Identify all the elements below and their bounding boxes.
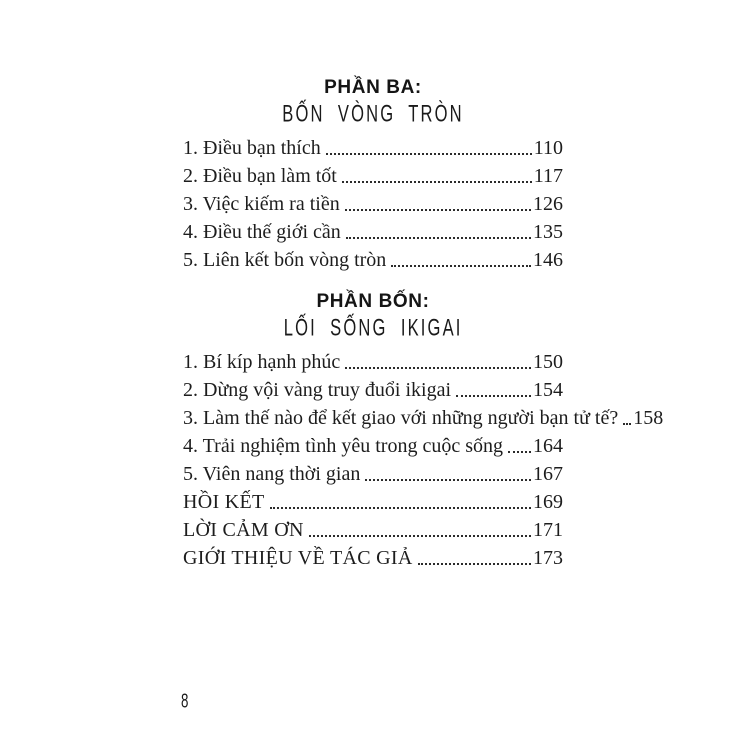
leader-dots xyxy=(508,451,531,453)
section-subtitle: LỐI SỐNG IKIGAI xyxy=(283,313,463,341)
leader-dots xyxy=(391,265,531,267)
toc-rows xyxy=(183,133,563,273)
toc-entry-label: 5. Liên kết bốn vòng tròn xyxy=(183,249,387,271)
toc-entry-label: 2. Dừng vội vàng truy đuổi ikigai xyxy=(183,379,452,401)
toc-entry-label: 1. Bí kíp hạnh phúc xyxy=(183,351,341,373)
toc-entry xyxy=(183,403,664,431)
toc-entry-label: 1. Điều bạn thích xyxy=(183,137,321,159)
toc-entry xyxy=(183,431,563,459)
toc-entry xyxy=(183,217,563,245)
section-heading: PHẦN BA: xyxy=(324,77,422,98)
toc-entry-page: 171 xyxy=(533,519,563,541)
toc-entry-label: 3. Làm thế nào để kết giao với những người bạn tử tế? xyxy=(183,407,619,429)
toc-entry xyxy=(183,133,563,161)
toc-rows xyxy=(183,347,664,487)
toc-entry-page: 154 xyxy=(533,379,563,401)
leader-dots xyxy=(346,237,531,239)
toc-entry xyxy=(183,459,563,487)
leader-dots xyxy=(345,209,531,211)
section-subtitle: BỐN VÒNG TRÒN xyxy=(282,99,464,127)
toc-entry xyxy=(183,487,563,515)
toc-entry xyxy=(183,189,563,217)
toc-entry-label: 4. Điều thế giới cần xyxy=(183,221,341,243)
section-heading: PHẦN BỐN: xyxy=(316,291,430,312)
leader-dots xyxy=(309,535,531,537)
toc-entry xyxy=(183,245,563,273)
leader-dots xyxy=(270,507,531,509)
toc-entry-label: 2. Điều bạn làm tốt xyxy=(183,165,337,187)
leader-dots xyxy=(342,181,532,183)
toc-entry-label: 5. Viên nang thời gian xyxy=(183,463,361,485)
toc-entry-page: 146 xyxy=(533,249,563,271)
page-number: 8 xyxy=(181,690,189,713)
toc-entry xyxy=(183,347,563,375)
toc-entry-label: HỒI KẾT xyxy=(183,491,265,513)
toc-entry xyxy=(183,375,563,403)
toc-entry-page: 167 xyxy=(533,463,563,485)
toc-entry-page: 117 xyxy=(533,165,563,187)
toc-entry-page: 150 xyxy=(533,351,563,373)
toc-entry-label: LỜI CẢM ƠN xyxy=(183,519,304,541)
toc-section-2 xyxy=(183,290,664,487)
section-subtitle-wrap xyxy=(183,314,563,344)
toc-entry xyxy=(183,161,563,189)
toc-entry xyxy=(183,543,563,571)
toc-entry-label: GIỚI THIỆU VỀ TÁC GIẢ xyxy=(183,547,413,569)
toc-entry xyxy=(183,515,563,543)
leader-dots xyxy=(326,153,532,155)
toc-entry-page: 169 xyxy=(533,491,563,513)
toc-entry-label: 4. Trải nghiệm tình yêu trong cuộc sống xyxy=(183,435,503,457)
toc-entry-page: 173 xyxy=(533,547,563,569)
section-subtitle-wrap xyxy=(183,100,563,130)
leader-dots xyxy=(623,423,631,425)
leader-dots xyxy=(365,479,531,481)
toc-entry-page: 135 xyxy=(533,221,563,243)
toc-entry-page: 110 xyxy=(533,137,563,159)
leader-dots xyxy=(345,367,531,369)
leader-dots xyxy=(418,563,531,565)
table-of-contents xyxy=(183,76,664,571)
toc-section-1 xyxy=(183,76,563,273)
toc-entry-label: 3. Việc kiếm ra tiền xyxy=(183,193,340,215)
leader-dots xyxy=(456,395,531,397)
toc-entry-page: 158 xyxy=(633,407,664,429)
toc-entry-page: 164 xyxy=(533,435,563,457)
toc-entry-page: 126 xyxy=(533,193,563,215)
back-matter xyxy=(183,487,563,571)
